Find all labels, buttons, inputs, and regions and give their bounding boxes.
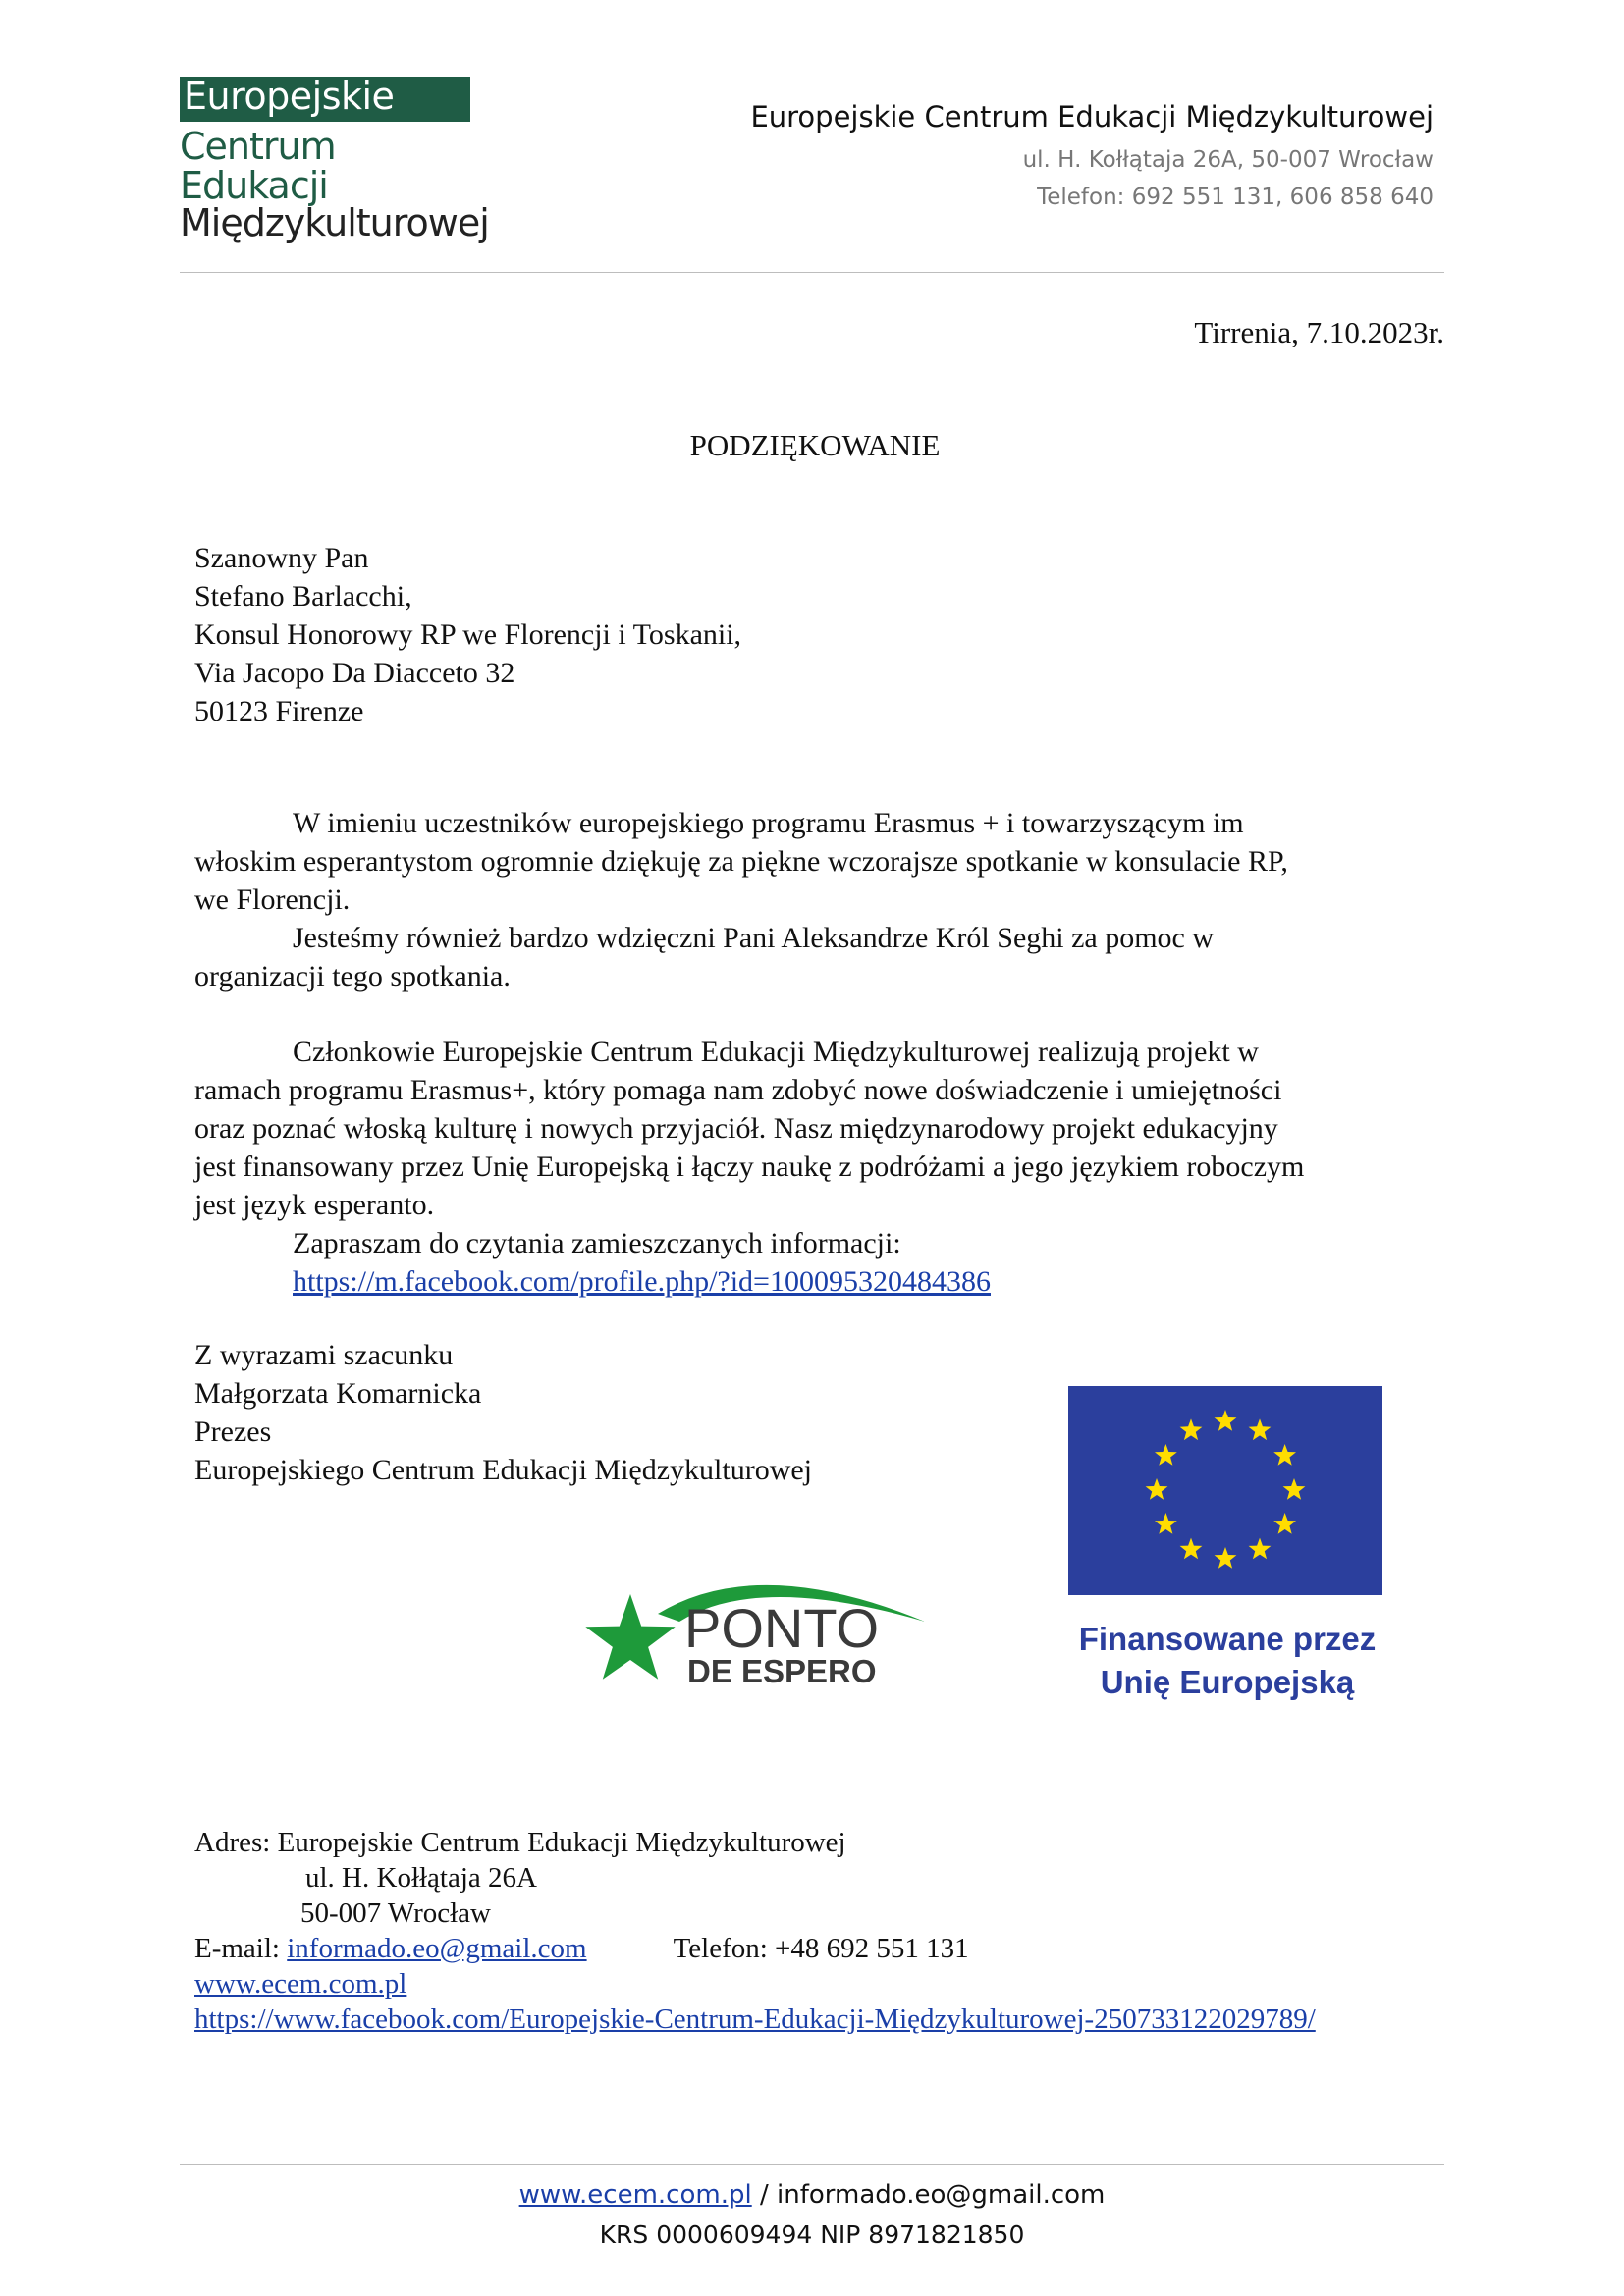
paragraph-3 <box>194 1033 1304 1301</box>
email-label: E-mail: <box>194 1933 280 1964</box>
eu-caption-line2: Unię Europejską <box>1100 1664 1355 1700</box>
eu-star-icon <box>1155 1513 1177 1534</box>
closing-line: Europejskiego Centrum Edukacji Międzykulturowej <box>194 1454 813 1486</box>
closing-line: Z wyrazami szacunku <box>194 1339 454 1371</box>
header-address: ul. H. Kołłątaja 26A, 50-007 Wrocław <box>1022 147 1434 173</box>
paragraph-line: we Florencji. <box>194 883 351 916</box>
paragraph-line: oraz poznać włoską kulturę i nowych przyjaciół. Nasz międzynarodowy projekt edukacyjny <box>194 1112 1278 1145</box>
eu-star-icon <box>1283 1478 1306 1500</box>
paragraph-line: jest finansowany przez Unię Europejską i łączy naukę z podróżami a jego językiem roboczym <box>194 1150 1305 1183</box>
contact-phone: Telefon: +48 692 551 131 <box>673 1933 969 1964</box>
ponto-de-espero-logo <box>581 1563 927 1690</box>
logo-text-line4: Międzykulturowej <box>180 201 489 244</box>
recipient-block <box>194 539 741 730</box>
eu-star-icon <box>1180 1418 1203 1440</box>
paragraph-line: Członkowie Europejskie Centrum Edukacji Międzykulturowej realizują projekt w <box>293 1036 1259 1068</box>
letter-title: PODZIĘKOWANIE <box>689 428 941 462</box>
eu-star-icon <box>1146 1478 1168 1500</box>
recipient-line: Szanowny Pan <box>194 542 369 574</box>
ecem-logo <box>180 75 489 248</box>
eu-star-icon <box>1155 1444 1177 1466</box>
eu-star-icon <box>1273 1513 1296 1534</box>
eu-star-icon <box>1249 1538 1272 1560</box>
footer-email: / informado.eo@gmail.com <box>751 2180 1106 2210</box>
eu-star-icon <box>1215 1410 1237 1431</box>
eu-funding-caption <box>1031 1618 1424 1704</box>
footer-divider <box>180 2164 1444 2165</box>
footer-contact <box>0 2180 1624 2210</box>
green-star-icon <box>585 1594 675 1680</box>
paragraph-line: ramach programu Erasmus+, który pomaga nam zdobyć nowe doświadczenie i umiejętności <box>194 1074 1282 1106</box>
paragraph-1 <box>194 804 1288 919</box>
header-phone: Telefon: 692 551 131, 606 858 640 <box>1037 185 1434 210</box>
contact-address-label: Adres: Europejskie Centrum Edukacji Międzykulturowej <box>194 1827 846 1858</box>
header-divider <box>180 272 1444 273</box>
recipient-line: Konsul Honorowy RP we Florencji i Toskanii, <box>194 618 742 651</box>
contact-city: 50-007 Wrocław <box>300 1897 491 1929</box>
ponto-text: PONTO <box>684 1597 880 1659</box>
email-link[interactable]: informado.eo@gmail.com <box>287 1933 587 1964</box>
logo-text-line3: Edukacji <box>180 164 328 207</box>
website-link[interactable]: www.ecem.com.pl <box>194 1968 407 2000</box>
letter-date: Tirrenia, 7.10.2023r. <box>1194 315 1444 349</box>
eu-star-icon <box>1249 1418 1272 1440</box>
paragraph-line: organizacji tego spotkania. <box>194 960 511 992</box>
header-org-name: Europejskie Centrum Edukacji Międzykulturowej <box>750 100 1434 133</box>
paragraph-line: włoskim esperantystom ogromnie dziękuję za piękne wczorajsze spotkanie w konsulacie RP, <box>194 845 1288 878</box>
eu-flag <box>1068 1386 1382 1595</box>
closing-line: Małgorzata Komarnicka <box>194 1377 482 1410</box>
footer-website-link[interactable]: www.ecem.com.pl <box>518 2180 752 2210</box>
paragraph-line: W imieniu uczestników europejskiego programu Erasmus + i towarzyszącym im <box>293 807 1244 839</box>
logo-text-line1: Europejskie <box>184 75 395 118</box>
facebook-page-link[interactable]: https://www.facebook.com/Europejskie-Centrum-Edukacji-Międzykulturowej-250733122029789/ <box>194 2003 1316 2035</box>
invite-text: Zapraszam do czytania zamieszczanych informacji: <box>293 1227 901 1259</box>
eu-stars-circle-icon <box>1068 1386 1382 1595</box>
contact-block <box>194 1825 1316 2037</box>
paragraph-line: Jesteśmy również bardzo wdzięczni Pani Aleksandrze Król Seghi za pomoc w <box>293 922 1215 954</box>
recipient-line: Via Jacopo Da Diacceto 32 <box>194 657 515 689</box>
closing-block <box>194 1336 812 1489</box>
logo-text-line2: Centrum <box>180 125 336 168</box>
eu-star-icon <box>1273 1444 1296 1466</box>
paragraph-2 <box>194 919 1214 995</box>
contact-email-row <box>194 1931 1316 1966</box>
eu-star-icon <box>1180 1538 1203 1560</box>
recipient-line: Stefano Barlacchi, <box>194 580 412 613</box>
contact-street: ul. H. Kołłątaja 26A <box>305 1862 537 1894</box>
paragraph-line: jest język esperanto. <box>194 1189 435 1221</box>
recipient-line: 50123 Firenze <box>194 695 364 727</box>
de-espero-text: DE ESPERO <box>687 1653 877 1689</box>
eu-caption-line1: Finansowane przez <box>1078 1621 1377 1657</box>
footer-registry: KRS 0000609494 NIP 8971821850 <box>599 2220 1025 2249</box>
closing-line: Prezes <box>194 1415 272 1448</box>
eu-star-icon <box>1215 1547 1237 1569</box>
facebook-profile-link[interactable]: https://m.facebook.com/profile.php/?id=100095320484386 <box>293 1265 991 1298</box>
